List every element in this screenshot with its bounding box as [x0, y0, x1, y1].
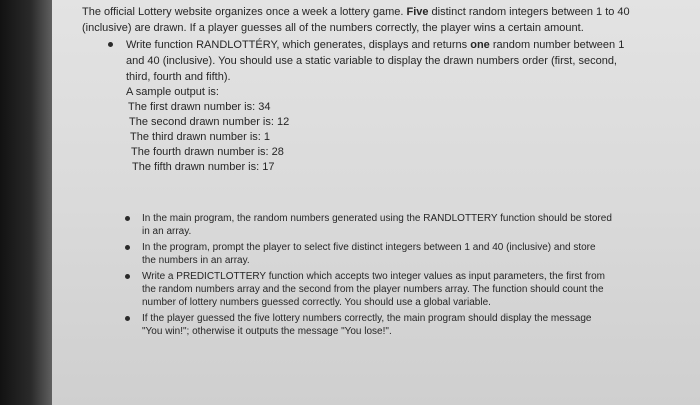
sample-line: The second drawn number is: 12: [129, 116, 290, 128]
bullet-text: If the player guessed the five lottery numbers correctly, the main program should display the message "You win!"; otherwise it outputs the message "You lose!".: [142, 313, 592, 337]
intro-bold: Five: [406, 6, 429, 18]
bullet-text: In the program, prompt the player to select five distinct integers between 1 and 40 (inclusive) and store the numbers in an array.: [142, 242, 596, 266]
bullet-dot-icon: [125, 245, 130, 250]
bullet-dot-icon: [108, 42, 113, 47]
bullet-text: Write a PREDICTLOTTERY function which accepts two integer values as input parameters, the first from the random numbers array and the second from the player numbers array. The function should count the number of lottery numbers guessed correctly. You should use a global variable.: [142, 271, 605, 308]
bullet-list-top: [82, 37, 638, 175]
bullet-dot-icon: [125, 216, 130, 221]
bullet-list-bottom: [142, 212, 612, 341]
bullet-predictlottery: [142, 270, 612, 309]
bullet1-text-b: random number between 1 and 40 (inclusive). You should use a static variable to display the drawn numbers order (first, second, third, fourth and fifth).: [126, 39, 625, 83]
bullet1-text-a: Write function RANDLOTTÉRY, which generates, displays and returns: [126, 39, 471, 51]
sample-line: The third drawn number is: 1: [130, 131, 271, 143]
document-body: [82, 4, 638, 175]
bullet-main-program: [142, 212, 612, 238]
sample-line: The fifth drawn number is: 17: [132, 161, 275, 173]
bullet-win-lose: [142, 312, 612, 338]
sample-line: The fourth drawn number is: 28: [131, 146, 284, 158]
bullet-prompt-player: [142, 241, 612, 267]
intro-paragraph: [82, 4, 638, 36]
sample-heading: A sample output is:: [126, 86, 219, 98]
bullet-randlottery: [126, 37, 638, 175]
sample-output: [126, 85, 638, 175]
dark-edge: [0, 0, 56, 405]
intro-text-a: The official Lottery website organizes once a week a lottery game.: [82, 6, 407, 18]
bullet1-bold: one: [470, 39, 490, 51]
bullet-dot-icon: [125, 274, 130, 279]
sample-line: The first drawn number is: 34: [128, 101, 271, 113]
bullet-dot-icon: [125, 316, 130, 321]
bullet-text: In the main program, the random numbers generated using the RANDLOTTERY function should be stored in an array.: [142, 213, 612, 237]
intro-text-b: distinct random integers between 1 to 40 (inclusive) are drawn. If a player guesses all of the numbers correctly, the player wins a certain amount.: [82, 6, 630, 34]
